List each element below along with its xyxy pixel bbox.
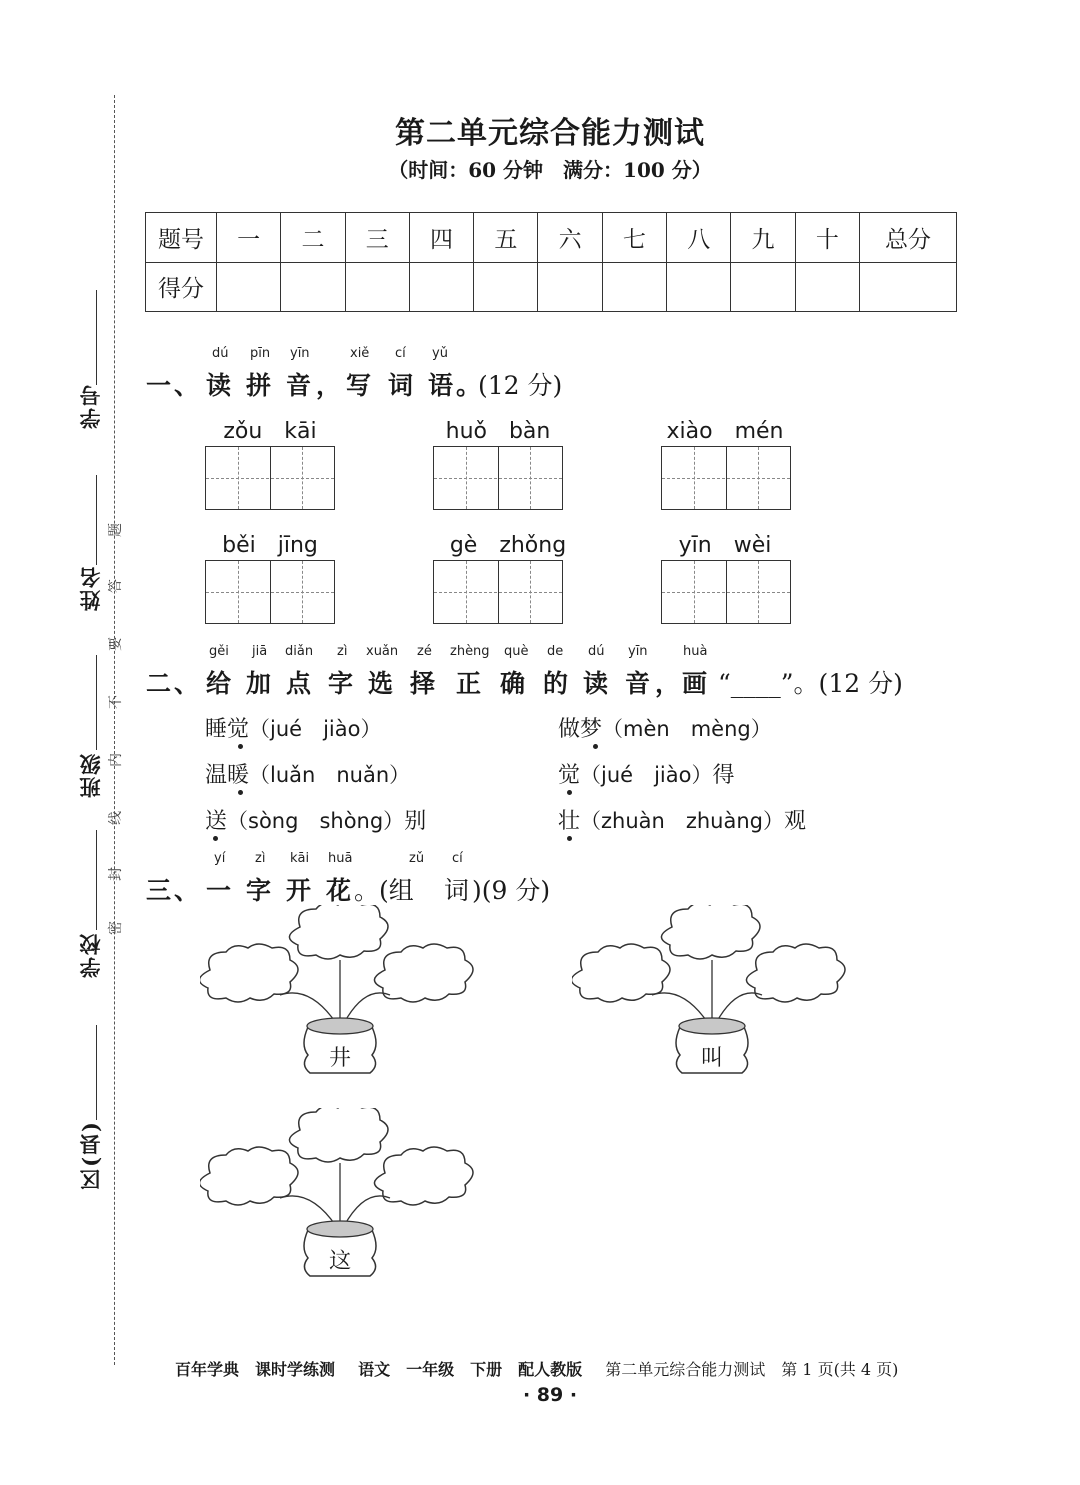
quxian-label: 区(县) — [78, 1120, 103, 1190]
pinyin: de — [547, 644, 564, 659]
pinyin: huà — [683, 644, 708, 659]
score-input-cell[interactable] — [281, 262, 345, 312]
pinyin: zé — [417, 644, 432, 659]
writing-box-pair[interactable] — [433, 446, 563, 510]
score-input-cell[interactable] — [538, 262, 602, 312]
seal-char: 内 — [108, 753, 124, 767]
table-cell: 得分 — [146, 262, 217, 312]
score-input-cell[interactable] — [474, 262, 538, 312]
vase-char: 叫 — [700, 1046, 723, 1071]
table-cell: 一 — [217, 213, 281, 263]
xuehao-line — [96, 290, 97, 385]
page-subtitle: （时间：60 分钟 满分：100 分） — [388, 158, 712, 182]
pinyin: huā — [328, 851, 353, 866]
q2-item: 送（sòng shòng）别 — [205, 809, 427, 834]
pinyin: xiě — [350, 346, 370, 361]
table-cell: 总分 — [860, 213, 957, 263]
footer-subject: 语文 一年级 下册 配人教版 — [358, 1360, 583, 1379]
q2-item: 壮（zhuàn zhuàng）观 — [558, 809, 807, 834]
banji-label: 班级 — [78, 752, 103, 798]
page-number: · 89 · — [522, 1384, 578, 1406]
writing-box-pair[interactable] — [205, 446, 335, 510]
table-cell: 三 — [345, 213, 409, 263]
pinyin: zì — [255, 851, 266, 866]
emphasis-dot — [238, 790, 243, 795]
vase-char: 这 — [328, 1249, 351, 1274]
page-title: 第二单元综合能力测试 — [395, 116, 705, 151]
table-cell: 八 — [667, 213, 731, 263]
pinyin: yí — [214, 851, 226, 866]
emphasis-dot — [567, 836, 572, 841]
q1-pinyin-label: yīn wèi — [678, 533, 772, 558]
pinyin: dú — [212, 346, 229, 361]
q2-item: 觉（jué jiào）得 — [558, 763, 735, 788]
pinyin: xuǎn — [366, 644, 399, 659]
writing-box-pair[interactable] — [205, 560, 335, 624]
table-cell: 四 — [409, 213, 473, 263]
writing-box-pair[interactable] — [433, 560, 563, 624]
q1-pinyin-label: gè zhǒng — [449, 533, 567, 558]
seal-char: 封 — [108, 867, 124, 881]
q2-item: 睡觉（jué jiào） — [205, 717, 382, 742]
seal-char: 密 — [108, 921, 124, 935]
pinyin: cí — [452, 851, 463, 866]
pinyin: kāi — [290, 851, 310, 866]
seal-char: 线 — [108, 811, 124, 825]
banji-line — [96, 655, 97, 750]
writing-box-pair[interactable] — [661, 560, 791, 624]
xuexiao-label: 学校 — [78, 932, 103, 978]
score-input-cell[interactable] — [795, 262, 859, 312]
seal-char: 题 — [108, 523, 124, 537]
xuexiao-line — [96, 830, 97, 930]
pinyin: yīn — [628, 644, 648, 659]
binding-dashed-line — [114, 95, 115, 1365]
table-cell: 十 — [795, 213, 859, 263]
pinyin: pīn — [250, 346, 271, 361]
score-input-cell[interactable] — [731, 262, 795, 312]
table-cell: 六 — [538, 213, 602, 263]
quxian-line — [96, 1025, 97, 1120]
q1-pinyin-label: xiào mén — [666, 419, 784, 444]
pinyin: cí — [395, 346, 406, 361]
footer-test: 第二单元综合能力测试 第 1 页(共 4 页) — [605, 1360, 899, 1379]
seal-char: 要 — [108, 637, 124, 651]
xingming-line — [96, 475, 97, 565]
seal-char: 答 — [108, 579, 124, 593]
pinyin: què — [504, 644, 529, 659]
score-input-cell[interactable] — [345, 262, 409, 312]
table-cell: 七 — [602, 213, 666, 263]
xuehao-label: 学号 — [78, 383, 103, 429]
table-cell: 二 — [281, 213, 345, 263]
xingming-label: 姓名 — [78, 565, 103, 611]
pinyin: dú — [588, 644, 605, 659]
pinyin: zhèng — [450, 644, 490, 659]
score-table — [145, 212, 957, 312]
vase-char: 井 — [328, 1046, 351, 1071]
emphasis-dot — [567, 790, 572, 795]
pinyin: yīn — [290, 346, 310, 361]
seal-char: 不 — [108, 695, 124, 709]
q1-pinyin-label: huǒ bàn — [445, 419, 551, 444]
emphasis-dot — [238, 744, 243, 749]
q1-pinyin-label: běi jīng — [222, 533, 318, 558]
score-table-header-row — [146, 213, 957, 263]
pinyin: yǔ — [432, 346, 448, 361]
emphasis-dot — [213, 836, 218, 841]
pinyin: gěi — [209, 644, 229, 659]
q2-item: 做梦（mèn mèng） — [558, 717, 772, 742]
q2-item: 温暖（luǎn nuǎn） — [205, 763, 411, 788]
writing-box-pair[interactable] — [661, 446, 791, 510]
table-cell: 九 — [731, 213, 795, 263]
table-cell: 题号 — [146, 213, 217, 263]
score-input-cell[interactable] — [217, 262, 281, 312]
q1-pinyin-label: zǒu kāi — [223, 419, 317, 444]
score-table-score-row — [146, 262, 957, 312]
footer — [175, 1357, 898, 1380]
pinyin: diǎn — [285, 644, 314, 659]
footer-brand: 百年学典 课时学练测 — [175, 1360, 336, 1379]
table-cell: 五 — [474, 213, 538, 263]
pinyin: zì — [337, 644, 348, 659]
pinyin: zǔ — [409, 851, 425, 866]
emphasis-dot — [593, 744, 598, 749]
score-input-cell[interactable] — [860, 262, 957, 312]
score-input-cell[interactable] — [602, 262, 666, 312]
score-input-cell[interactable] — [409, 262, 473, 312]
pinyin: jiā — [252, 644, 268, 659]
score-input-cell[interactable] — [667, 262, 731, 312]
